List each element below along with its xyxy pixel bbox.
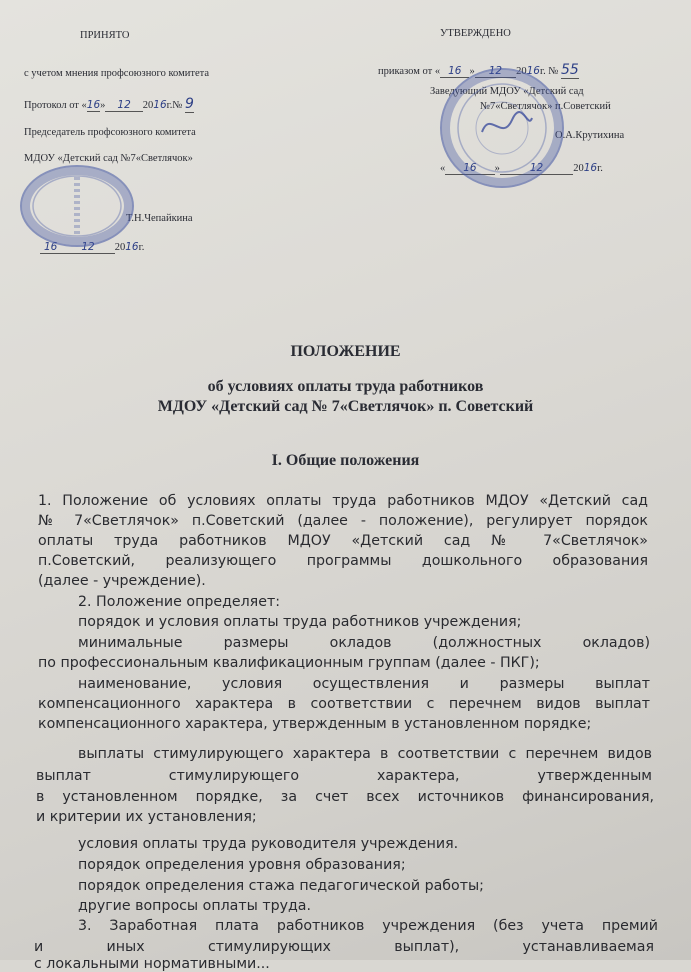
- document-subtitle-2: МДОУ «Детский сад № 7«Светлячок» п. Советский: [157, 398, 534, 415]
- institution-stamp: [440, 68, 564, 188]
- body-line: порядок определения уровня образования;: [78, 857, 406, 873]
- section-heading: I. Общие положения: [271, 452, 420, 469]
- union-opinion-line: с учетом мнения профсоюзного комитета: [24, 68, 209, 79]
- order-year: 16: [526, 65, 540, 77]
- body-line: минимальные размеры окладов (должностных окладов): [78, 635, 650, 651]
- protocol-line: Протокол от «16» 12 2016г.№ 9: [24, 96, 194, 112]
- head-signer: О.А.Крутихина: [555, 130, 625, 141]
- body-line: выплаты стимулирующего характера в соответствии с перечнем видов: [78, 746, 652, 762]
- body-line: и критерии их установления;: [36, 809, 257, 825]
- body-line: порядок определения стажа педагогической работы;: [78, 878, 484, 894]
- protocol-year: 16: [153, 99, 167, 111]
- body-line: выплат стимулирующего характера, утвержденным: [36, 768, 652, 784]
- body-line: 3. Заработная плата работников учреждения (без учета премий: [78, 918, 658, 934]
- body-line: наименование, условия осуществления и размеры выплат: [78, 676, 650, 692]
- head-line-2: №7«Светлячок» п.Советский: [480, 101, 611, 112]
- head-line-1: Заведующий МДОУ «Детский сад: [430, 86, 584, 97]
- protocol-month: 12: [105, 99, 142, 112]
- union-stamp: [20, 165, 134, 247]
- body-line: порядок и условия оплаты труда работников учреждения;: [78, 614, 522, 630]
- order-day: 16: [440, 65, 469, 78]
- protocol-number: 9: [185, 96, 194, 112]
- document-subtitle-1: об условиях оплаты труда работников: [207, 378, 484, 395]
- body-line: по профессиональным квалификационным группам (далее - ПКГ);: [38, 655, 540, 671]
- union-date-line: 16 12 2016г.: [40, 241, 144, 253]
- body-line: 1. Положение об условиях оплаты труда работников МДОУ «Детский сад: [38, 493, 648, 509]
- protocol-day: 16: [86, 99, 101, 111]
- body-line: в установленном порядке, за счет всех источников финансирования,: [36, 789, 654, 805]
- union-signer: Т.Н.Чепайкина: [126, 213, 193, 224]
- order-number: 55: [560, 62, 579, 78]
- body-line: п.Советский, реализующего программы дошкольного образования: [38, 553, 648, 569]
- body-line: условия оплаты труда руководителя учреждения.: [78, 836, 459, 852]
- body-line: компенсационного характера, утвержденным в установленном порядке;: [38, 716, 592, 732]
- body-line: № 7«Светлячок» п.Советский (далее - положение), регулирует порядок: [38, 513, 648, 529]
- approved-heading: УТВЕРЖДЕНО: [440, 28, 511, 39]
- body-line: оплаты труда работников МДОУ «Детский сад № 7«Светлячок»: [38, 533, 648, 549]
- body-line: компенсационного характера в соответствии с перечнем видов выплат: [38, 696, 650, 712]
- union-chair-line: Председатель профсоюзного комитета: [24, 127, 196, 138]
- body-line: и иных стимулирующих выплат), устанавливаемая: [34, 939, 654, 955]
- union-org-line: МДОУ «Детский сад №7«Светлячок»: [24, 153, 193, 164]
- body-line: 2. Положение определяет:: [78, 594, 280, 610]
- document-title: ПОЛОЖЕНИЕ: [290, 343, 401, 360]
- body-line: другие вопросы оплаты труда.: [78, 898, 312, 914]
- order-month: 12: [475, 65, 516, 78]
- head-date-line: « 16 » 12 2016г.: [440, 162, 603, 174]
- body-line: (далее - учреждение).: [38, 573, 206, 589]
- order-line: приказом от « 16 » 12 2016г. № 55: [378, 62, 579, 78]
- body-line: с локальными нормативными...: [34, 956, 270, 972]
- accepted-heading: ПРИНЯТО: [80, 30, 130, 41]
